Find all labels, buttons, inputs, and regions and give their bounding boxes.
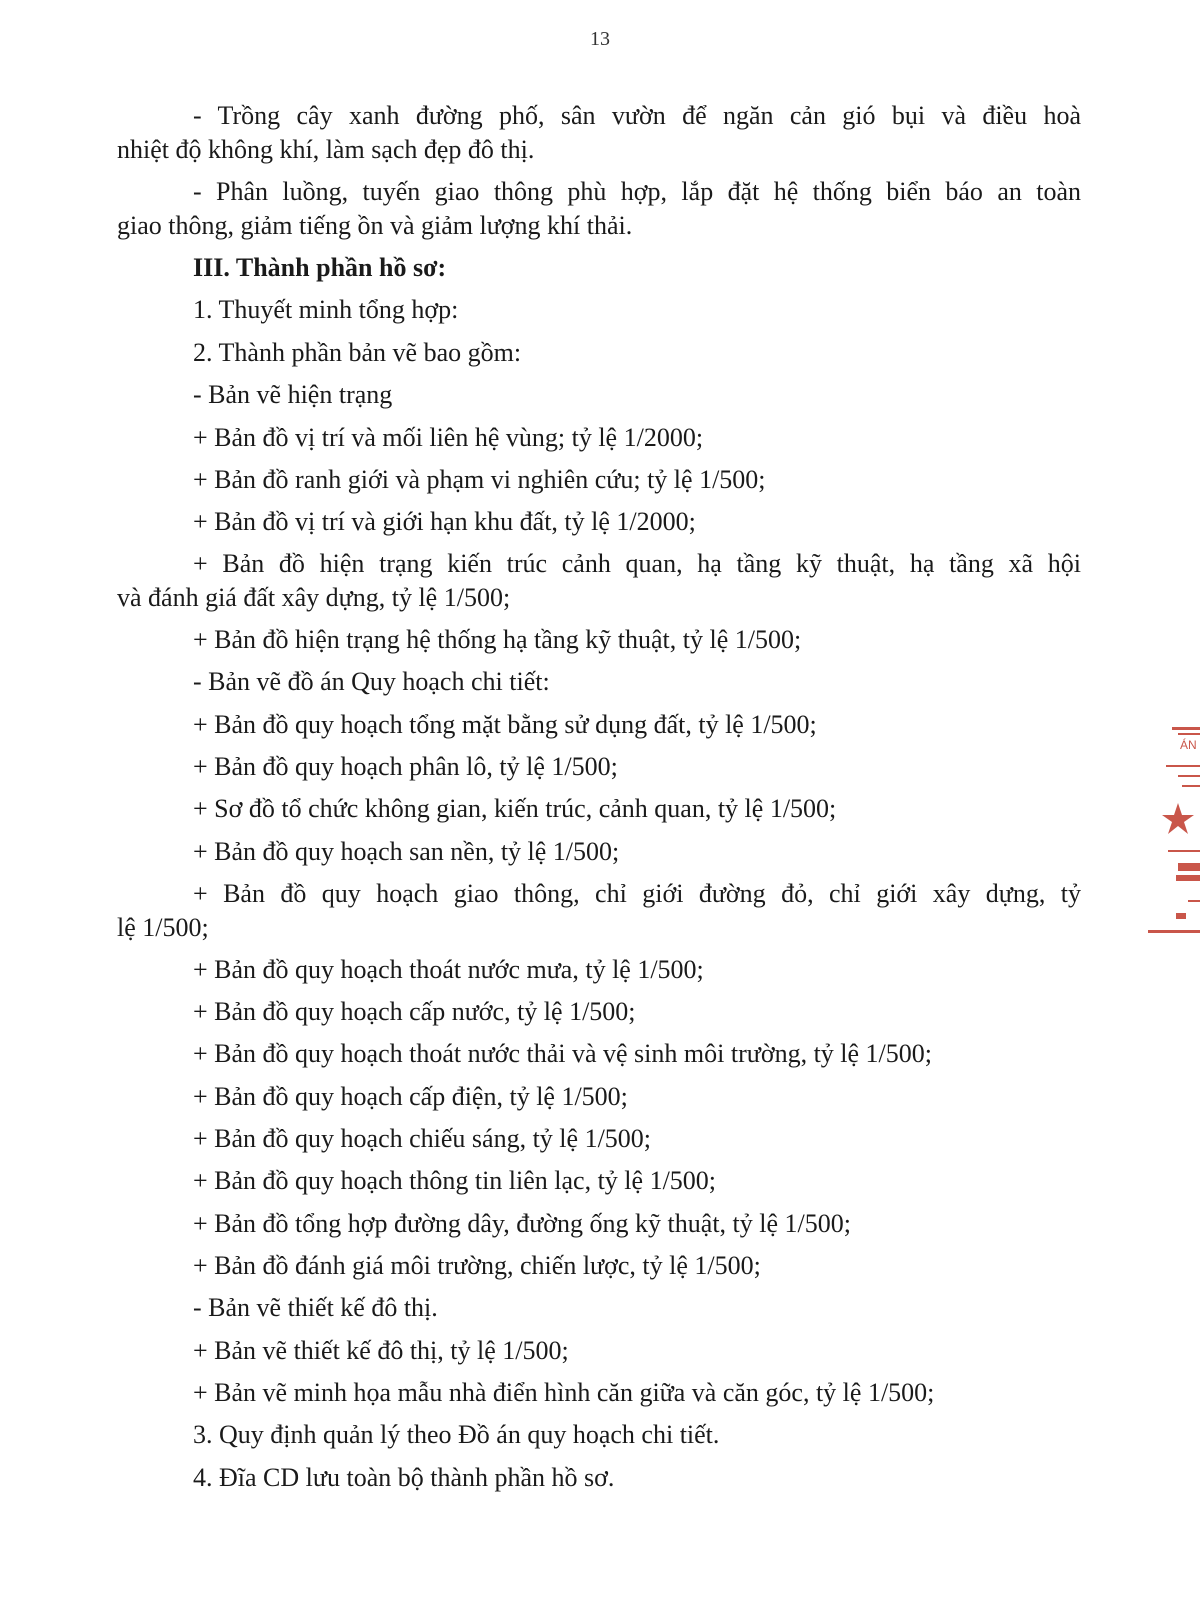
text-line: + Bản đồ quy hoạch san nền, tỷ lệ 1/500;	[193, 837, 620, 866]
text-line: + Bản đồ quy hoạch giao thông, chỉ giới đường đỏ, chỉ giới xây dựng, tỷ	[193, 879, 1081, 908]
text-line: + Bản đồ quy hoạch thoát nước thải và vệ sinh môi trường, tỷ lệ 1/500;	[193, 1039, 933, 1068]
text-line: - Phân luồng, tuyến giao thông phù hợp, lắp đặt hệ thống biển báo an toàn	[193, 177, 1081, 206]
text-line: + Bản đồ vị trí và mối liên hệ vùng; tỷ lệ 1/2000;	[193, 423, 704, 452]
text-line: + Bản vẽ thiết kế đô thị, tỷ lệ 1/500;	[193, 1336, 569, 1365]
text-line: 1. Thuyết minh tổng hợp:	[193, 295, 459, 324]
text-line: lệ 1/500;	[117, 913, 209, 942]
text-line: 3. Quy định quản lý theo Đồ án quy hoạch chi tiết.	[193, 1420, 720, 1449]
text-line: + Bản đồ quy hoạch thông tin liên lạc, tỷ lệ 1/500;	[193, 1166, 717, 1195]
text-line: + Bản vẽ minh họa mẫu nhà điển hình căn giữa và căn góc, tỷ lệ 1/500;	[193, 1378, 935, 1407]
text-line: + Bản đồ quy hoạch tổng mặt bằng sử dụng đất, tỷ lệ 1/500;	[193, 710, 817, 739]
text-line: + Bản đồ quy hoạch thoát nước mưa, tỷ lệ 1/500;	[193, 955, 704, 984]
text-line: - Bản vẽ hiện trạng	[193, 380, 393, 409]
text-line: + Bản đồ quy hoạch chiếu sáng, tỷ lệ 1/500;	[193, 1124, 652, 1153]
text-line: + Bản đồ tổng hợp đường dây, đường ống kỹ thuật, tỷ lệ 1/500;	[193, 1209, 851, 1238]
text-line: + Bản đồ quy hoạch cấp điện, tỷ lệ 1/500;	[193, 1082, 628, 1111]
text-line: + Sơ đồ tổ chức không gian, kiến trúc, cảnh quan, tỷ lệ 1/500;	[193, 794, 837, 823]
text-line: + Bản đồ hiện trạng kiến trúc cảnh quan, hạ tầng kỹ thuật, hạ tầng xã hội	[193, 549, 1081, 578]
text-line: - Bản vẽ đồ án Quy hoạch chi tiết:	[193, 667, 550, 696]
text-line: + Bản đồ quy hoạch cấp nước, tỷ lệ 1/500;	[193, 997, 636, 1026]
text-line: 2. Thành phần bản vẽ bao gồm:	[193, 338, 522, 367]
text-line: + Bản đồ quy hoạch phân lô, tỷ lệ 1/500;	[193, 752, 618, 781]
page-number: 13	[590, 28, 610, 50]
text-line: + Bản đồ ranh giới và phạm vi nghiên cứu; tỷ lệ 1/500;	[193, 465, 766, 494]
text-line: 4. Đĩa CD lưu toàn bộ thành phần hồ sơ.	[193, 1463, 615, 1492]
text-line: giao thông, giảm tiếng ồn và giảm lượng khí thải.	[117, 211, 633, 240]
text-line: - Bản vẽ thiết kế đô thị.	[193, 1293, 438, 1322]
section-heading: III. Thành phần hồ sơ:	[193, 253, 447, 282]
text-line: - Trồng cây xanh đường phố, sân vườn để ngăn cản gió bụi và điều hoà	[193, 101, 1081, 130]
red-seal-stamp-icon	[1148, 725, 1200, 940]
text-line: + Bản đồ hiện trạng hệ thống hạ tầng kỹ thuật, tỷ lệ 1/500;	[193, 625, 802, 654]
text-line: + Bản đồ đánh giá môi trường, chiến lược, tỷ lệ 1/500;	[193, 1251, 761, 1280]
text-line: và đánh giá đất xây dựng, tỷ lệ 1/500;	[117, 583, 511, 612]
text-line: + Bản đồ vị trí và giới hạn khu đất, tỷ lệ 1/2000;	[193, 507, 696, 536]
text-line: nhiệt độ không khí, làm sạch đẹp đô thị.	[117, 135, 535, 164]
svg-text:ÁN: ÁN	[1180, 738, 1197, 752]
